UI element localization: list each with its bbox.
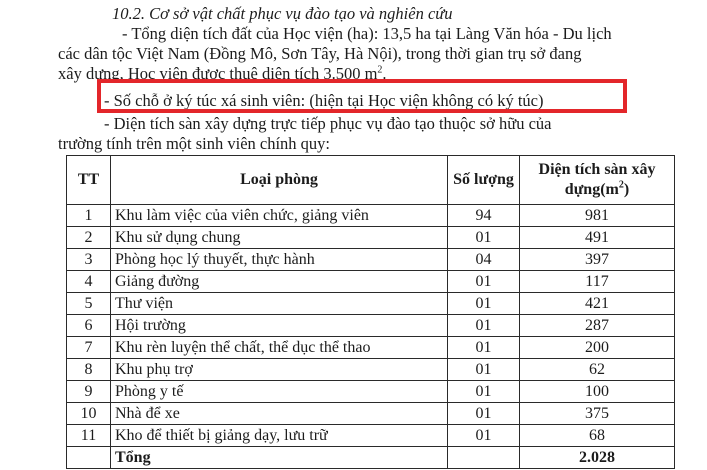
table-row	[67, 205, 675, 227]
row-tt: 4	[67, 271, 111, 293]
table-row	[67, 249, 675, 271]
row-quantity: 01	[448, 425, 520, 447]
row-room: Thư viện	[111, 293, 448, 315]
row-area: 491	[520, 227, 675, 249]
row-room: Khu rèn luyện thể chất, thể dục thể thao	[111, 337, 448, 359]
row-room: Khu làm việc của viên chức, giảng viên	[111, 205, 448, 227]
table-row	[67, 359, 675, 381]
row-area: 287	[520, 315, 675, 337]
total-area: 2.028	[520, 447, 675, 469]
row-area: 100	[520, 381, 675, 403]
row-quantity: 04	[448, 249, 520, 271]
total-row	[67, 447, 675, 469]
row-tt: 9	[67, 381, 111, 403]
total-tt-cell	[67, 447, 111, 469]
row-quantity: 01	[448, 227, 520, 249]
section-heading: 10.2. Cơ sở vật chất phục vụ đào tạo và nghiên cứu	[112, 4, 453, 23]
row-room: Phòng học lý thuyết, thực hành	[111, 249, 448, 271]
land-area-line-3-text: xây dựng, Học viện được thuê diện tích 3.500 m	[58, 64, 378, 83]
header-tt: TT	[67, 156, 111, 205]
table-row	[67, 337, 675, 359]
row-tt: 6	[67, 315, 111, 337]
table-row	[67, 315, 675, 337]
table-row	[67, 227, 675, 249]
row-quantity: 01	[448, 381, 520, 403]
row-quantity: 01	[448, 271, 520, 293]
table-header-row	[67, 156, 675, 205]
row-tt: 1	[67, 205, 111, 227]
total-label: Tổng	[111, 447, 448, 469]
row-quantity: 01	[448, 293, 520, 315]
row-quantity: 94	[448, 205, 520, 227]
table-row	[67, 403, 675, 425]
table-row	[67, 293, 675, 315]
header-floor-area-superscript: 2	[618, 179, 624, 191]
floor-area-line-2: trường tính trên một sinh viên chính quy:	[58, 134, 331, 153]
land-area-line-2: các dân tộc Việt Nam (Đồng Mô, Sơn Tây, Hà Nội), trong thời gian trụ sở đang	[58, 44, 582, 63]
row-tt: 7	[67, 337, 111, 359]
row-tt: 3	[67, 249, 111, 271]
dormitory-line: - Số chỗ ở ký túc xá sinh viên: (hiện tại Học viện không có ký túc)	[104, 91, 544, 110]
row-area: 117	[520, 271, 675, 293]
land-area-line-1: - Tổng diện tích đất của Học viện (ha): 13,5 ha tại Làng Văn hóa - Du lịch	[122, 24, 612, 43]
row-area: 397	[520, 249, 675, 271]
row-tt: 5	[67, 293, 111, 315]
row-room: Khu phụ trợ	[111, 359, 448, 381]
row-area: 62	[520, 359, 675, 381]
row-tt: 11	[67, 425, 111, 447]
row-tt: 2	[67, 227, 111, 249]
header-quantity: Số lượng	[448, 156, 520, 205]
table-row	[67, 425, 675, 447]
land-area-superscript: 2	[377, 64, 383, 76]
header-floor-area	[520, 156, 675, 205]
row-room: Giảng đường	[111, 271, 448, 293]
row-room: Hội trường	[111, 315, 448, 337]
row-tt: 8	[67, 359, 111, 381]
floor-area-line-1: - Diện tích sàn xây dựng trực tiếp phục vụ đào tạo thuộc sở hữu của	[104, 114, 552, 133]
row-quantity: 01	[448, 315, 520, 337]
table-row	[67, 271, 675, 293]
row-area: 375	[520, 403, 675, 425]
row-room: Nhà để xe	[111, 403, 448, 425]
row-quantity: 01	[448, 359, 520, 381]
row-area: 981	[520, 205, 675, 227]
header-room-type: Loại phòng	[111, 156, 448, 205]
row-area: 421	[520, 293, 675, 315]
row-tt: 10	[67, 403, 111, 425]
table-row	[67, 381, 675, 403]
row-area: 200	[520, 337, 675, 359]
total-quantity-cell	[448, 447, 520, 469]
row-room: Khu sử dụng chung	[111, 227, 448, 249]
header-floor-area-end: )	[623, 181, 630, 198]
land-area-line-3-end: .	[382, 64, 387, 83]
row-area: 68	[520, 425, 675, 447]
row-room: Kho để thiết bị giảng dạy, lưu trữ	[111, 425, 448, 447]
facilities-table	[66, 155, 675, 469]
red-highlight-box	[97, 79, 627, 113]
row-quantity: 01	[448, 337, 520, 359]
header-floor-area-text: Diện tích sàn xây dựng(m	[538, 161, 656, 198]
row-quantity: 01	[448, 403, 520, 425]
row-room: Phòng y tế	[111, 381, 448, 403]
